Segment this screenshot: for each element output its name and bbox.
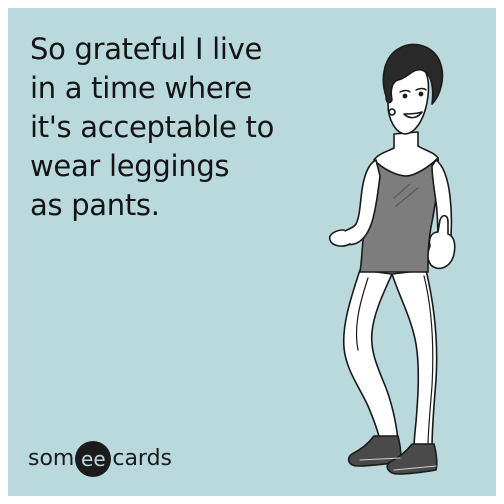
caption-line-5: as pants. (30, 188, 160, 222)
right-leg (392, 270, 437, 448)
caption-line-2: in a time where (30, 71, 252, 105)
caption-line-4: wear leggings (30, 149, 230, 183)
woman-illustration (8, 8, 496, 496)
caption-line-1: So grateful I live (30, 32, 263, 66)
left-leg (344, 270, 398, 440)
logo-ee-circle: ee (75, 441, 111, 477)
logo-suffix: cards (112, 445, 173, 471)
caption-line-3: it's acceptable to (30, 110, 275, 144)
logo-prefix: som (28, 445, 75, 471)
ecard (8, 8, 496, 496)
someecards-logo (28, 440, 172, 476)
